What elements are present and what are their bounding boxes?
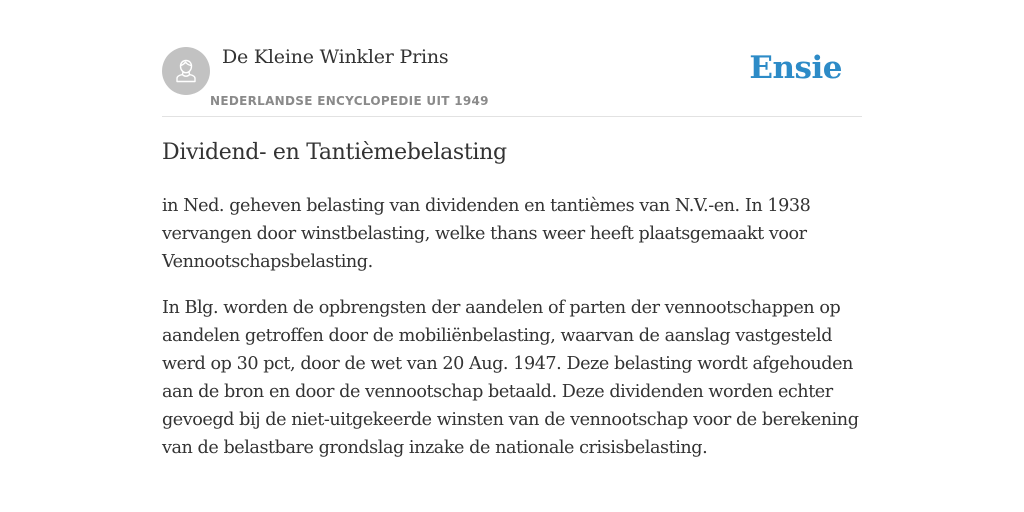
user-avatar-icon: [172, 57, 200, 85]
header: [162, 0, 862, 117]
avatar[interactable]: [162, 47, 210, 95]
article-body: [162, 192, 862, 480]
article-title: Dividend- en Tantièmebelasting: [162, 140, 507, 165]
source-title[interactable]: De Kleine Winkler Prins: [222, 46, 449, 68]
source-subtitle: NEDERLANDSE ENCYCLOPEDIE UIT 1949: [210, 94, 489, 108]
article-paragraph: in Ned. geheven belasting van dividenden en tantièmes van N.V.-en. In 1938 vervangen door winstbelasting, welke thans weer heeft plaatsgemaakt voor Vennootschapsbelasting.: [162, 196, 811, 272]
article-paragraph: In Blg. worden de opbrengsten der aandelen of parten der vennootschappen op aandelen getroffen door de mobiliënbelasting, waarvan de aanslag vastgesteld werd op 30 pct, door de wet van 20 Aug. 1947. Deze belasting wordt afgehouden aan de bron en door de vennootschap betaald. Deze dividenden worden echter gevoegd bij de niet-uitgekeerde winsten van de vennootschap voor de berekening van de belastbare grondslag inzake de nationale crisisbelasting.: [162, 298, 859, 458]
page: [162, 0, 862, 458]
brand-logo-link[interactable]: Ensie: [749, 50, 842, 86]
